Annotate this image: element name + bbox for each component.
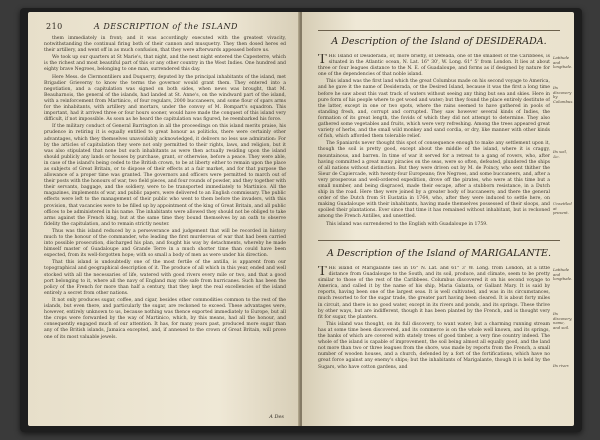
left-running-head xyxy=(46,22,286,34)
drop-cap: T xyxy=(318,266,327,279)
margin-note: Latitude and longitude. xyxy=(553,55,573,70)
right-page xyxy=(302,12,574,426)
paragraph: This island was thought, on its full discovery, to want water; but a charming running stream has at some time been discovered, and its commerce is on the whole well known, and its springs, the banks of which are covered with stately trees of good timber, a very fine country indeed. The whole of the island is capable of improvement, the soil being almost all equally good, and the land not more than two or three leagues from the shore, was made by reports from the French, a small number of wooden houses, and a church, defended by a fort of the fortifications, which have no great force against any enemy's ships; but the inhabitants of Marigalante, though it is held by the Sugars, who have cotton gardens, and xyxy=(318,321,550,370)
paragraph: This island was surrendered to the English with Guadaloupe in 1759. xyxy=(326,221,488,227)
left-page xyxy=(28,12,300,426)
margin-note: Latitude and longitude. xyxy=(553,267,573,282)
paragraph: This island was the first land which the great Columbus made on his second voyage to America, and he gave it the name of Desiderada, or the Desired Island, because it was the first a long time before he saw about this vast track of waters without seeing any thing but sea and skies. Here in pure form of his people where to get wood and water; but they found the place entirely destitute of the latter, except in one or two spots, where the rains seemed to have gathered in pools of standing fresh, and, corrupt and corrupted. They saw however several kinds of Indies, the formation of its great length, the fovids of which they did not attempt to determine. They also gathered some vegetables and fruits, which were very refreshing. Among the trees appeared great variety of herbs, and the small wild monkey and sand cordia, or dry, like manner with other kinds of fish, which afforded them tolerable relief. xyxy=(318,79,550,140)
paragraph: Here Mess. de Clermontiliers and Duquerry, deputed by the principal inhabitants of the island, met Brigadier Grieverny to know the terms the governor would grant them. They entered into a negotiation, and a capitulation was signed on both sides, when news was brought, that M. Beauharnois, the general of the islands, had landed at St. Anne's, on the windward part of the island, with a reinforcement from Martinico, of four regulars, 2000 buccaneers, and some flour of spars arms for the inhabitants, with artillery and mortars, under the convoy of M. Bompart's squadron. This important, had it arrived three or four hours sooner, would have made the conquest of this island very difficult, if not impossible. As soon as he heard the capitulation was figured, he reembarked his force. xyxy=(44,74,286,123)
paragraph: THE island of Marigalante lies in 16° N. Lat. and 61° 3' W. Long. from London, at a little distance from Guadaloupe to the South, and its soil, produce, and climate, seem to be pretty similar to those of the rest of the Caribbees. Columbus discovered it on his second voyage to America, and called it by the name of his ship, Maria Galanta, or Gallant Mary. It is said by reports, having been one of the largest seas. It is well cultivated, and was in its circumstances, much resorted to for the sugar trade, the greater part having been cleared. It is about forty miles in circuit, and there is no good water, except in its rivers and ponds, and its springs. These thrive by other ways, but are indifferent, though it has been planted by the French, and is thought very fit for sugar, the planters. xyxy=(318,266,550,320)
section-title-desiderada: A Description of the Island of DESIDERADA. xyxy=(331,36,547,47)
catchword: A Des xyxy=(269,414,284,420)
paragraph: That this island is undoubtedly one of the most fertile of the antilla, is apparent from our topographical and geographical description of it. The produce of all which in this year, ended and well stocked with all the necessaries of life, watered with good rivers every mile or two, and that a good port belonging to it, where all the navy of England may ride safe from hurricanes. Such has been the policy of the French for more than half a century, that they kept the real excellencies of the island entirely a secret from other nations. xyxy=(44,260,286,296)
margin-note: Its discovery by Columbus. xyxy=(553,85,574,104)
section-title-marigalante: A Description of the Island of MARIGALANTE. xyxy=(326,248,552,259)
page-number: 210 xyxy=(46,22,63,31)
section-rule xyxy=(318,240,560,241)
paragraph: THE Island of Desiderada, or, more briefly, of Defeada, one of the smallest of the Caribbees, is situated in the Atlantic ocean, N. Lat. 16° 30', W. Long. 61° 5' from London. It lies at about three or four leagues distance to the N. E. of Guadaloupe, and forms as if designed by nature for one of the dependencies of that noble island. xyxy=(318,54,550,78)
margin-note: Unsettled at present. xyxy=(553,201,572,216)
paragraph: The Spaniards never thought this spot of consequence enough to make any settlement upon it, though the soil is pretty good, except about the middle of the island, where it is craggy, mountainous, and barren. In time of war it served for a retreat to a gang of rovers, who, after having committed a great many piracies on the seas, were so often, defeated, plundered the ships of all nations without distinction. But they were driven out by M. de Poincy, who sent thither the Sieur de Capiercade, with twenty-four Europeans; five Negroes, and some buccaneers, and, after a very prosperous and well-ordered expedition, drove off the pirates, who were at this time but a small number, and being disgraced, made their escape, after a stubborn resistance, in a Dutch ship in the road. Here they were joined by a greater body of buccaneers; and there the general order of the Dutch from St Eustatia in 1764, who, after they were induced to settle here, on making Guadaloupe with their inhabitants, having made themselves possessed of their sloops, and spoiled their plantations. Ever since that time it has remained without inhabitant, but is reckoned among the French Antilles, and unsettled. xyxy=(318,141,550,220)
margin-note: Its discovery, name, and soil. xyxy=(553,311,573,330)
desiderada-body-text xyxy=(318,54,550,232)
drop-cap: T xyxy=(318,54,327,67)
running-title: A DESCRIPTION of the ISLAND xyxy=(94,22,238,31)
marigalante-body-text xyxy=(318,266,550,418)
paragraph: We took up our quarters at St Marie's, that night, and the next night entered the Capesterre, which is the richest and most beautiful part of this or any other country in the West Indies. One hundred and eighty brave Negroes, belonging to one man, surrendered this day. xyxy=(44,55,286,73)
paragraph: Thus was this island reduced by a perseverance and judgement that will be recorded in history much to the honour of the commander, who leading the first murderous of war that had been carried into possible prosecution, discharged his plan, and fought his way by detachments, whereby he made himself master of Guadaloupe and Grande Terre in a much shorter time than could have been expected, from its well-forgotten hope; with so small a body of men as were under his direction. xyxy=(44,228,286,259)
open-book xyxy=(20,8,582,432)
paragraph: them immediately in front; and it was accordingly executed with the greatest vivacity, notwithstanding the continual firing both of their cannon and musquetry. They then dosed heres ed their artillery, and went off in as much confusion, that they were afterwards appeased before us. xyxy=(44,36,286,54)
left-body-text xyxy=(44,36,286,412)
top-rule xyxy=(318,30,560,31)
margin-note: Its river. xyxy=(553,363,570,368)
paragraph: If the military conduct of General Barrington in all the proceedings on this island merits praise, his prudence in retiring it is equally entitled to great honour as politicks, there were certainly other advantages, which they themselves unavoidably acknowledged, it delivers no less use admiration: For by the articles of capitulation they were not only permitted to their rights, laws, and religion, but it was also stipulated that none but such inhabitants as were then actually residing upon the island should publicly any lands or houses by purchase, grant, or otherwise, before a peace. They were able, in case of the island's being ceded to the British crown, to be at liberty either to remain upon the place as subjects of Great Britain, or to dispose of their effects at a fair market, and for that purpose the allowance of a proper time was granted. The governors and officers were permitted to march out of their posts with the honours of war, two field pieces, and four rounds of powder, and they together with their servants, baggage, and the soldiery, were to be transported immediately to Martinico. All the magazines, implements of war, and public papers, were delivered to an English commissary. The public effects were left to the management of their public who went to them before the invaders, with this provision, that vacancies were to be filled up by appointment of the king of Great Britain, and all public offices to be administered in his name. The inhabitants were allowed they should not be obliged to take arms against the French king, but at the same time they bound themselves by an oath to observe fidelity the capitulation, and to remain strictly neuter. xyxy=(44,124,286,227)
paragraph: It not only produces sugar, coffee, and cigar, besides other commodities common to the rest of the islands, but even there, and particularly the sugar, are reckoned to exceed. These advantages were, however, entirely unknown to us, because nothing was thence exported immediately to Europe, but all the crops were forwarded by the way of Martinico, which, by this means, had all the honour, and consequently engaged much of our attention. It has, for many years past, produced more sugar than any of the British islands, Jamaica excepted, and, if annexed to the crown of Great Britain, will prove one of its most valuable jewels. xyxy=(44,297,286,340)
margin-note: Its soil, &c. xyxy=(553,149,568,159)
